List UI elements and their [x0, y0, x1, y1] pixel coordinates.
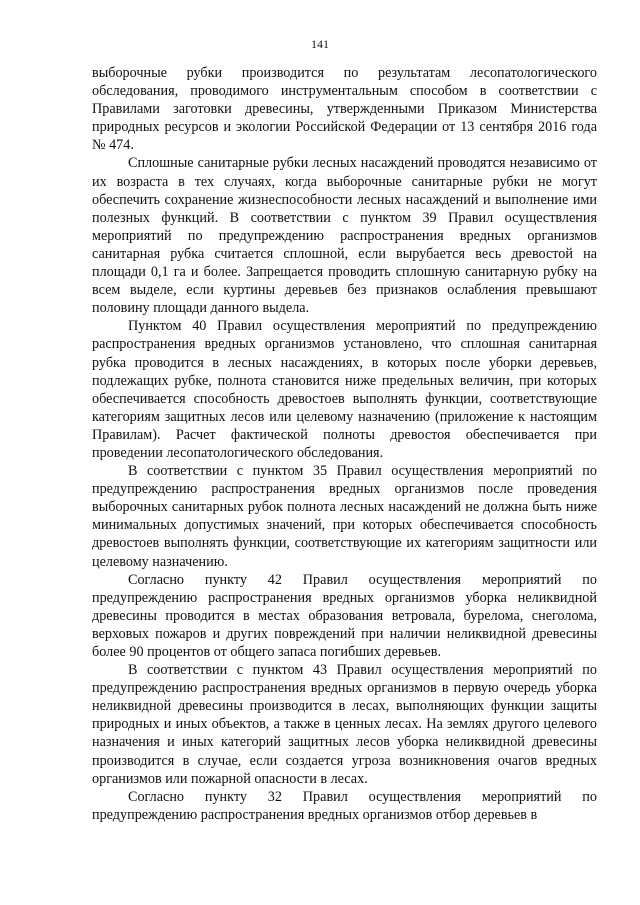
- paragraph: В соответствии с пунктом 35 Правил осуществления мероприятий по предупреждению распространения вредных организмов после проведения выборочных санитарных рубок полнота лесных насаждений не должна быть ниже минимальных допустимых значений, при которых обеспечивается способность древостоев выполнять функции, соответствующие их категориям защитности или целевому назначению.: [92, 463, 597, 570]
- page-number: 141: [311, 37, 329, 51]
- paragraph: Согласно пункту 42 Правил осуществления мероприятий по предупреждению распространения вредных организмов уборка неликвидной древесины проводится в местах образования ветровала, бурелома, снеголома, верховых пожаров и других повреждений при наличии неликвидной древесины более 90 процентов от общего запаса погибших деревьев.: [92, 571, 597, 660]
- paragraph: Пунктом 40 Правил осуществления мероприятий по предупреждению распространения вредных организмов установлено, что сплошная санитарная рубка проводится в лесных насаждениях, в которых после уборки деревьев, подлежащих рубке, полнота становится ниже предельных величин, при которых обеспечивается способность древостоев выполнять функции, соответствующие категориям защитных лесов или целевому назначению (приложение к настоящим Правилам). Расчет фактической полноты древостоя обеспечивается при проведении лесопатологического обследования.: [92, 318, 597, 461]
- paragraph: выборочные рубки производится по результатам лесопатологического обследования, проводимого инструментальным способом в соответствии с Правилами заготовки древесины, утвержденными Приказом Министерства природных ресурсов и экологии Российской Федерации от 13 сентября 2016 года № 474.: [92, 65, 597, 154]
- paragraph: Согласно пункту 32 Правил осуществления мероприятий по предупреждению распространения вредных организмов отбор деревьев в: [92, 788, 597, 823]
- paragraph: Сплошные санитарные рубки лесных насаждений проводятся независимо от их возраста в тех случаях, когда выборочные санитарные рубки не могут обеспечить сохранение жизнеспособности лесных насаждений и выполнение ими полезных функций. В соответствии с пунктом 39 Правил осуществления мероприятий по предупреждению распространения вредных организмов санитарная рубка считается сплошной, если вырубается весь древостой на площади 0,1 га и более. Запрещается проводить сплошную санитарную рубку на всем выделе, если куртины деревьев без признаков ослабления превышают половину площади данного выдела.: [92, 155, 597, 317]
- body-text: [92, 64, 597, 824]
- paragraph: В соответствии с пунктом 43 Правил осуществления мероприятий по предупреждению распространения вредных организмов в первую очередь уборка неликвидной древесины производится в лесах, выполняющих функции защиты природных и иных объектов, а также в ценных лесах. На землях другого целевого назначения и иных категорий защитных лесов уборка неликвидной древесины производится в случае, если создается угроза возникновения очагов вредных организмов или пожарной опасности в лесах.: [92, 662, 597, 787]
